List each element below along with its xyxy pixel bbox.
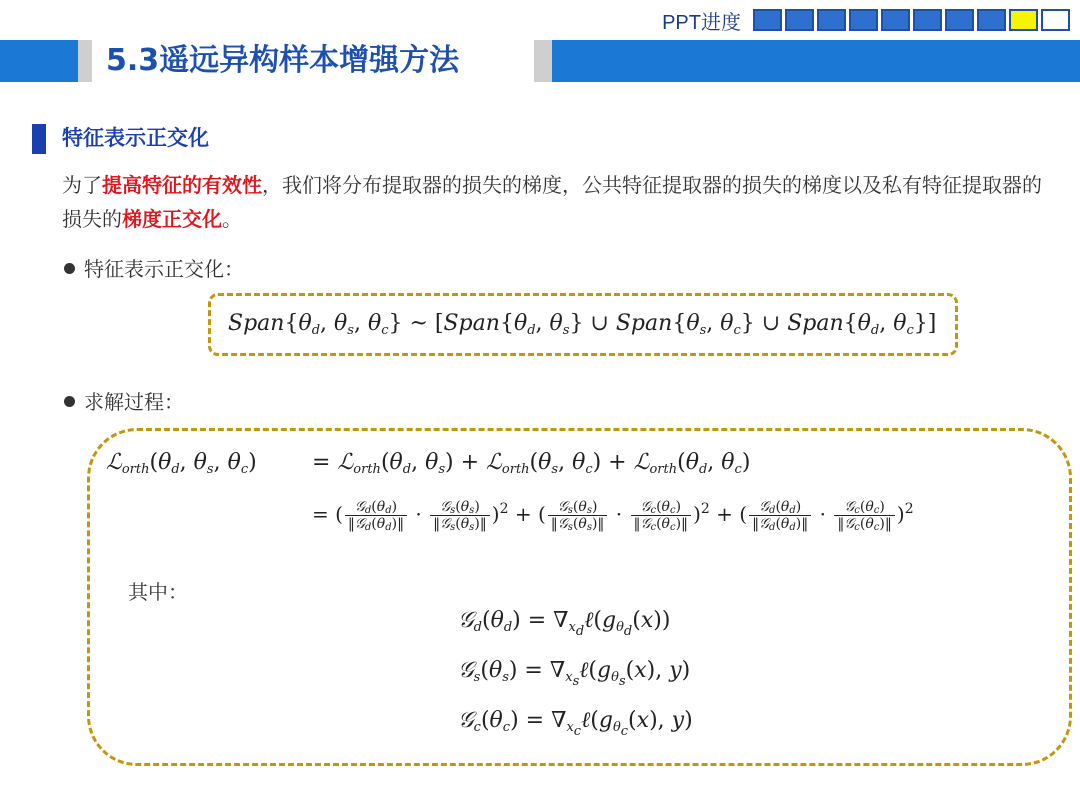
- bullet-dot: [64, 263, 75, 274]
- section-title: 特征表示正交化: [62, 126, 209, 150]
- bullet-solution: [64, 388, 184, 416]
- progress-box: [1009, 9, 1038, 31]
- paragraph-highlight-1: 提高特征的有效性: [102, 173, 262, 197]
- progress-box: [945, 9, 974, 31]
- paragraph-text-1: 为了: [62, 173, 102, 197]
- gradient-d-equation: $𝒢_d(\theta_d)$ = $\nabla_{x_d}\ell(g_{\theta_d}(x))$: [458, 608, 671, 639]
- progress-box: [849, 9, 878, 31]
- progress-box: [785, 9, 814, 31]
- progress-boxes: [753, 9, 1070, 31]
- bullet-label: 特征表示正交化：: [84, 257, 244, 281]
- bullet-orthogonalization: [64, 255, 244, 283]
- gradient-s-equation: $𝒢_s(\theta_s)$ = $\nabla_{x_s}\ell(g_{\theta_s}(x)$, y): [458, 658, 691, 689]
- intro-paragraph: [62, 168, 1052, 236]
- loss-expansion: = ( $\frac{𝒢_d(\theta_d)}{‖𝒢_d(\theta_d)‖}$ · $\frac{𝒢_s(\theta_s)}{‖𝒢_s(\theta_s)‖}$ )$^2$ + ( $\frac{𝒢_s(\theta_s)}{‖𝒢_s(\theta_s)‖}$ · $\frac{𝒢_c(\theta_c)}{‖𝒢_c(\theta_c)‖}$ )$^2$ + ( $\frac{𝒢_d(\theta_d)}{‖𝒢_d(\theta_d)‖}$ · $\frac{𝒢_c(\theta_c)}{‖𝒢_c(\theta_c)‖}$ )$^2$: [312, 499, 914, 533]
- title-band-divider-right: [534, 40, 552, 82]
- paragraph-text-2: ，我们将分布提取器的损失的梯度，公共特征提取器的损失的梯度以及私有特征提取器的损失的: [62, 173, 1042, 231]
- gradient-c-equation: $𝒢_c(\theta_c)$ = $\nabla_{x_c}\ell(g_{\theta_c}(x)$, y): [458, 708, 693, 739]
- title-band-right: [552, 40, 1080, 82]
- section-marker: [32, 124, 46, 154]
- progress-label: PPT进度: [662, 11, 741, 34]
- progress-box: [817, 9, 846, 31]
- where-label: 其中：: [128, 580, 188, 604]
- page-title: 5.3遥远异构样本增强方法: [106, 43, 460, 78]
- title-band-divider-left: [78, 40, 92, 82]
- paragraph-text-3: 。: [222, 207, 242, 231]
- span-equation: $Span\{\theta_d$, $\theta_s$, $\theta_c$} ~ [$Span\{\theta_d$, $\theta_s$} ∪ $Span\{\theta_s$, $\theta_c$} ∪ $Span\{\theta_d$, $\theta_c$}]: [228, 311, 937, 338]
- bullet-dot: [64, 396, 75, 407]
- progress-box: [913, 9, 942, 31]
- loss-equation-lhs: $ℒ_{orth}(\theta_d$, $\theta_s$, $\theta_c$): [106, 450, 257, 477]
- loss-equation-rhs: = $ℒ_{orth}(\theta_d$, $\theta_s$) + $ℒ_{orth}(\theta_s$, $\theta_c$) + $ℒ_{orth}(\theta_d$, $\theta_c$): [312, 450, 751, 477]
- progress-box: [881, 9, 910, 31]
- progress-box: [1041, 9, 1070, 31]
- title-band-left: [0, 40, 78, 82]
- progress-indicator: [662, 5, 1070, 35]
- title-band: [0, 40, 1080, 82]
- paragraph-highlight-2: 梯度正交化: [122, 207, 222, 231]
- progress-box: [977, 9, 1006, 31]
- progress-box: [753, 9, 782, 31]
- bullet-label: 求解过程：: [84, 390, 184, 414]
